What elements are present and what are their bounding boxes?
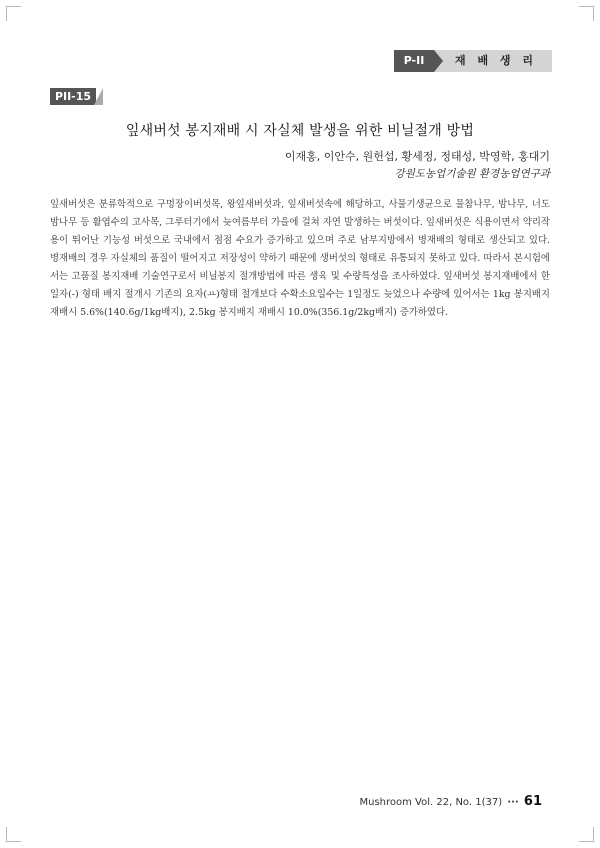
crop-mark-top-right: [579, 6, 594, 21]
paper-affiliation: 강원도농업기술원 환경농업연구과: [394, 168, 550, 180]
footer-dots: ···: [507, 797, 519, 808]
crop-mark-bottom-left: [6, 827, 21, 842]
abstract-text: 잎새버섯은 분류학적으로 구멍장이버섯목, 왕잎새버섯과, 잎새버섯속에 해당하고, 사물기생균으로 물참나무, 밤나무, 너도밤나무 등 활엽수의 고사목, 그루터기에서 늦여름부터 가을에 걸쳐 자연 발생하는 버섯이다. 잎새버섯은 식용이면서 약리작용이 뛰어난 기능성 버섯으로 국내에서 점점 수요가 증가하고 있으며 주로 남부지방에서 병재배의 형태로 생산되고 있다. 병재배의 경우 자실체의 품질이 떨어지고 저장성이 약하기 때문에 생버섯의 형태로 유통되지 못하고 있다. 따라서 본시험에서는 고품질 봉지재배 기술연구로서 비닐봉지 절개방법에 따른 생육 및 수량특성을 조사하였다. 잎새버섯 봉지재배에서 한일자(-) 형태 배지 절개시 기존의 요자(ㅛ)형태 절개보다 수확소요일수는 1일정도 늦었으나 수량에 있어서는 1kg 봉지배지 재배시 5.6%(140.6g/1kg배지), 2.5kg 봉지배지 재배시 10.0%(356.1g/2kg배지) 증가하였다.: [50, 199, 550, 318]
crop-mark-bottom-right: [579, 827, 594, 842]
section-name: 재 배 생 리: [434, 50, 552, 72]
page-number: 61: [523, 794, 542, 809]
crop-mark-top-left: [6, 6, 21, 21]
section-code: P-II: [394, 50, 434, 72]
page-footer: [359, 794, 542, 809]
badge-slash-decoration: [94, 88, 103, 105]
section-tab: [394, 50, 552, 72]
paper-id-badge: [50, 88, 110, 105]
chevron-right-icon: [434, 50, 443, 72]
paper-authors: 이재홍, 이안수, 원헌섭, 황세정, 정태성, 박영학, 홍대기: [284, 150, 550, 163]
paper-title: 잎새버섯 봉지재배 시 자실체 발생을 위한 비닐절개 방법: [125, 123, 475, 139]
journal-citation: Mushroom Vol. 22, No. 1(37): [359, 797, 503, 808]
paper-id: PII-15: [50, 88, 96, 105]
